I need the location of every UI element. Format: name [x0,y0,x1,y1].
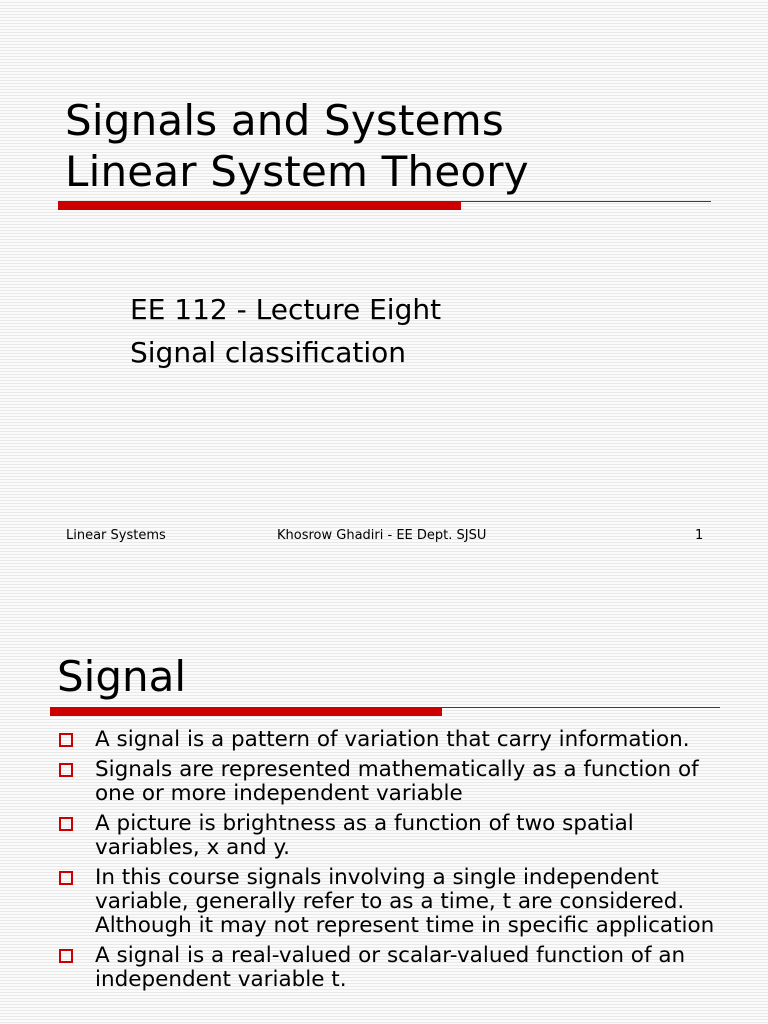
bullet-text: A picture is brightness as a function of two spatial variables, x and y. [95,811,634,860]
hollow-square-bullet-icon [59,817,73,831]
bullet-text: Signals are represented mathematically as a function of one or more independent variable [95,757,699,806]
subtitle-line-1: EE 112 - Lecture Eight [130,293,442,326]
title-underline-thin [461,201,711,202]
list-item [57,866,717,938]
hollow-square-bullet-icon [59,949,73,963]
subtitle-line-2: Signal classification [130,336,407,369]
bullet-list [57,728,717,998]
hollow-square-bullet-icon [59,733,73,747]
slide-title: Signal [57,652,187,701]
hollow-square-bullet-icon [59,763,73,777]
bullet-text: A signal is a real-valued or scalar-valued function of an independent variable t. [95,943,686,992]
hollow-square-bullet-icon [59,871,73,885]
list-item [57,944,717,992]
footer-left: Linear Systems [66,528,166,543]
title-underline-thick [50,707,442,716]
list-item [57,812,717,860]
footer-page-number: 1 [695,528,704,543]
list-item [57,758,717,806]
slide-title-line-2: Linear System Theory [65,147,529,196]
slide-2 [0,580,768,1024]
list-item [57,728,717,752]
title-underline-thick [58,201,461,210]
footer-center: Khosrow Ghadiri - EE Dept. SJSU [277,528,487,543]
bullet-text: A signal is a pattern of variation that carry information. [95,727,690,752]
title-underline-thin [442,707,720,708]
slide-title-line-1: Signals and Systems [65,96,504,145]
bullet-text: In this course signals involving a single independent variable, generally refer to as a time, t are considered. Although it may not represent time in specific application [95,865,715,938]
